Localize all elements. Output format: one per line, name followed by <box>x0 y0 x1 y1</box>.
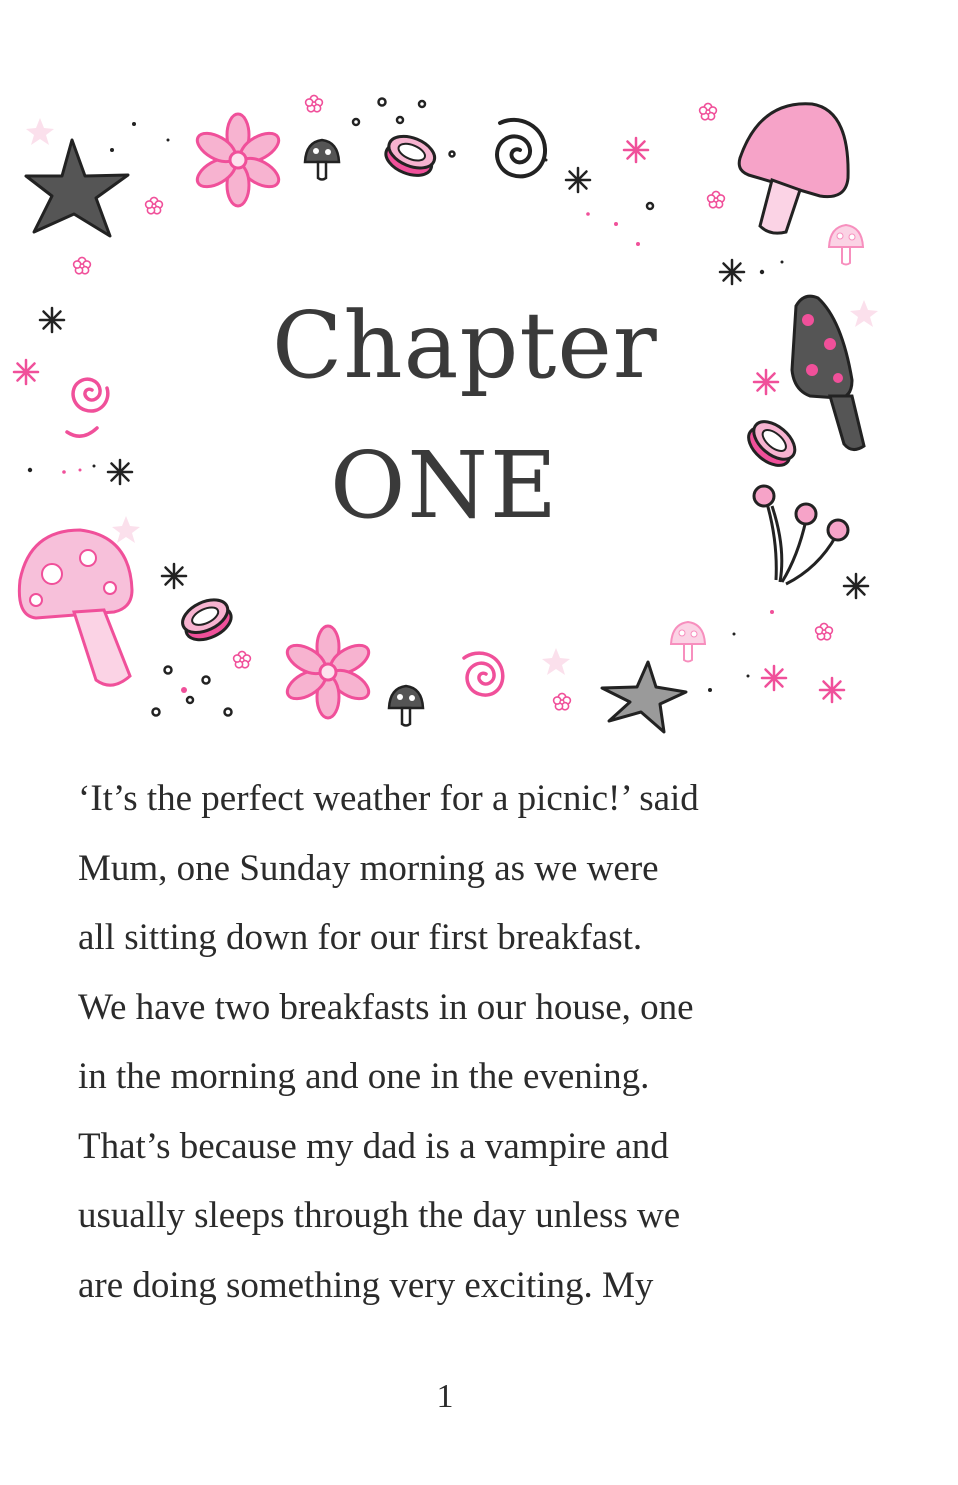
sparkle-icon <box>108 460 132 484</box>
mushroom-icon <box>739 104 848 233</box>
mushroom-icon <box>671 622 705 662</box>
sparkle-icon <box>566 168 590 192</box>
flower-icon <box>700 103 717 119</box>
spiral-icon <box>497 120 545 177</box>
spiral-icon <box>464 653 503 695</box>
flower-icon <box>554 693 571 709</box>
text-line: are doing something very exciting. My <box>78 1264 654 1306</box>
sparkle-icon <box>720 260 744 284</box>
star-icon <box>26 140 128 236</box>
text-line: We have two breakfasts in our house, one <box>78 986 694 1028</box>
flower-icon <box>74 257 91 273</box>
chapter-number: ONE <box>330 432 560 539</box>
page-number: 1 <box>436 1378 454 1415</box>
spiral-icon <box>67 379 108 436</box>
ring-icon <box>381 130 439 181</box>
flower-icon <box>146 197 163 213</box>
flower-icon <box>193 114 284 206</box>
flower-icon <box>306 95 323 111</box>
sparkle-icon <box>844 574 868 598</box>
text-line: all sitting down for our first breakfast. <box>78 917 643 958</box>
text-line: ‘It’s the perfect weather for a picnic!’ said <box>78 778 699 819</box>
mushroom-icon <box>792 296 864 449</box>
sparkle-icon <box>624 138 648 162</box>
flower-icon <box>283 626 374 718</box>
sparkle-icon <box>162 564 186 588</box>
sparkle-icon <box>820 678 844 702</box>
sparkle-icon <box>40 308 64 332</box>
text-line: usually sleeps through the day unless we <box>78 1195 681 1236</box>
text-line: Mum, one Sunday morning as we were <box>78 847 659 889</box>
sparkle-icon <box>762 666 786 690</box>
ring-icon <box>742 414 802 472</box>
text-line: in the morning and one in the evening. <box>78 1056 650 1097</box>
ring-icon <box>177 593 236 646</box>
flower-icon <box>816 623 833 639</box>
body-text <box>78 774 838 1330</box>
sparkle-icon <box>14 360 38 384</box>
mushroom-icon <box>305 140 339 180</box>
mushroom-icon <box>19 530 132 685</box>
mushroom-icon <box>389 686 423 726</box>
mushroom-icon <box>754 486 848 584</box>
mushroom-icon <box>829 225 863 265</box>
text-line: That’s because my dad is a vampire and <box>78 1125 669 1167</box>
sparkle-icon <box>754 370 778 394</box>
flower-icon <box>234 651 251 667</box>
flower-icon <box>708 191 725 207</box>
star-icon <box>602 662 686 732</box>
chapter-heading: Chapter <box>272 292 658 399</box>
